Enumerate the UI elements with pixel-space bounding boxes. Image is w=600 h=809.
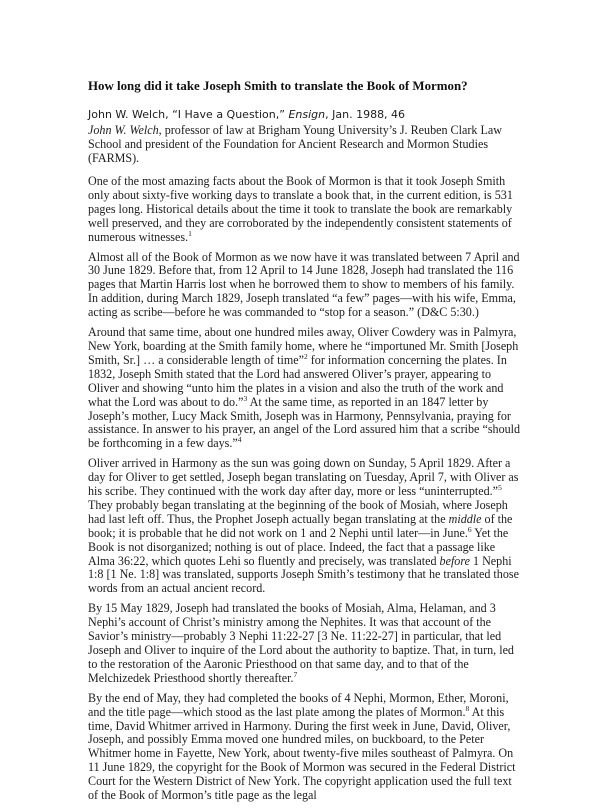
author-credit: John W. Welch, professor of law at Brigham Young University’s J. Reuben Clark Law School and president of the Foundation for Ancient Research and Mormon Studies (FARMS). <box>88 123 502 165</box>
body-paragraph-5: By 15 May 1829, Joseph had translated the books of Mosiah, Alma, Helaman, and 3 Nephi’s account of Christ’s ministry among the Nephites. It was that account of the Savior’s ministry—probably 3 Nephi 11:22-27 [3 Ne. 11:22-27] in particular, that led Joseph and Oliver to inquire of the Lord about the authority to baptize. That, in turn, led to the restoration of the Aaronic Priesthood on that same day, and to that of the Melchizedek Priesthood shortly thereafter.$^7$ <box>88 601 514 685</box>
document-content <box>88 79 522 809</box>
body-paragraph-1: One of the most amazing facts about the Book of Mormon is that it took Joseph Smith only about sixty-five working days to translate a book that, in the current edition, is 531 pages long. Historical details about the time it took to translate the book are remarkably well preserved, and they are corroborated by the independently consistent statements of numerous witnesses.$^1$ <box>88 174 513 244</box>
body-paragraph-6: By the end of May, they had completed the books of 4 Nephi, Mormon, Ether, Moroni, and the title page—which stood as the last plate among the plates of Mormon.$^8$ At this time, David Whitmer arrived in Harmony. During the first week in June, David, Oliver, Joseph, and possibly Emma moved one hundred miles, on buckboard, to the Peter Whitmer home in Fayette, New York, about twenty-five miles southeast of Palmyra. On 11 June 1829, the copyright for the Book of Mormon was secured in the Federal District Court for the Western District of New York. The copyright application used the full text of the Book of Mormon’s title page as the legal <box>88 690 516 803</box>
body-paragraph-3: Around that same time, about one hundred miles away, Oliver Cowdery was in Palmyra, New York, boarding at the Smith family home, where he “importuned Mr. Smith [Joseph Smith, Sr.] … a considerable length of time”$^2$ for information concerning the plates. In 1832, Joseph Smith stated that the Lord had answered Oliver’s prayer, appearing to Oliver and showing “unto him the plates in a vision and also the truth of the work and what the Lord was about to do.”$^3$ At the same time, as reported in an 1847 letter by Joseph’s mother, Lucy Mack Smith, Joseph was in Harmony, Pennsylvania, praying for assistance. In answer to his prayer, an angel of the Lord assured him that a scribe “should be forthcoming in a few days.”$^4$ <box>88 325 521 451</box>
article-title: How long did it take Joseph Smith to translate the Book of Mormon? <box>88 79 468 93</box>
body-paragraph-4: Oliver arrived in Harmony as the sun was going down on Sunday, 5 April 1829. After a day for Oliver to get settled, Joseph began translating on Tuesday, April 7, with Oliver as his scribe. They continued with the work day after day, more or less “uninterrupted.”$^5$ They probably began translating at the beginning of the book of Mosiah, where Joseph had last left off. Thus, the Prophet Joseph actually began translating at the middle of the book; it is probable that he did not work on 1 and 2 Nephi until later—in June.$^6$ Yet the Book is not disorganized; nothing is out of place. Indeed, the fact that a passage like Alma 36:22, which quotes Lehi so fluently and precisely, was translated before 1 Nephi 1:8 [1 Ne. 1:8] was translated, supports Joseph Smith’s testimony that he translated those words from an actual ancient record. <box>88 456 519 596</box>
body-paragraph-2: Almost all of the Book of Mormon as we now have it was translated between 7 April and 30 June 1829. Before that, from 12 April to 14 June 1828, Joseph had translated the 116 pages that Martin Harris lost when he borrowed them to show to members of his family. In addition, during March 1829, Joseph translated “a few” pages—with his wife, Emma, acting as scribe—before he was commanded to “stop for a season.” (D&C 5:30.) <box>88 249 520 320</box>
article-byline: John W. Welch, “I Have a Question,” Ensign, Jan. 1988, 46 <box>88 108 406 121</box>
